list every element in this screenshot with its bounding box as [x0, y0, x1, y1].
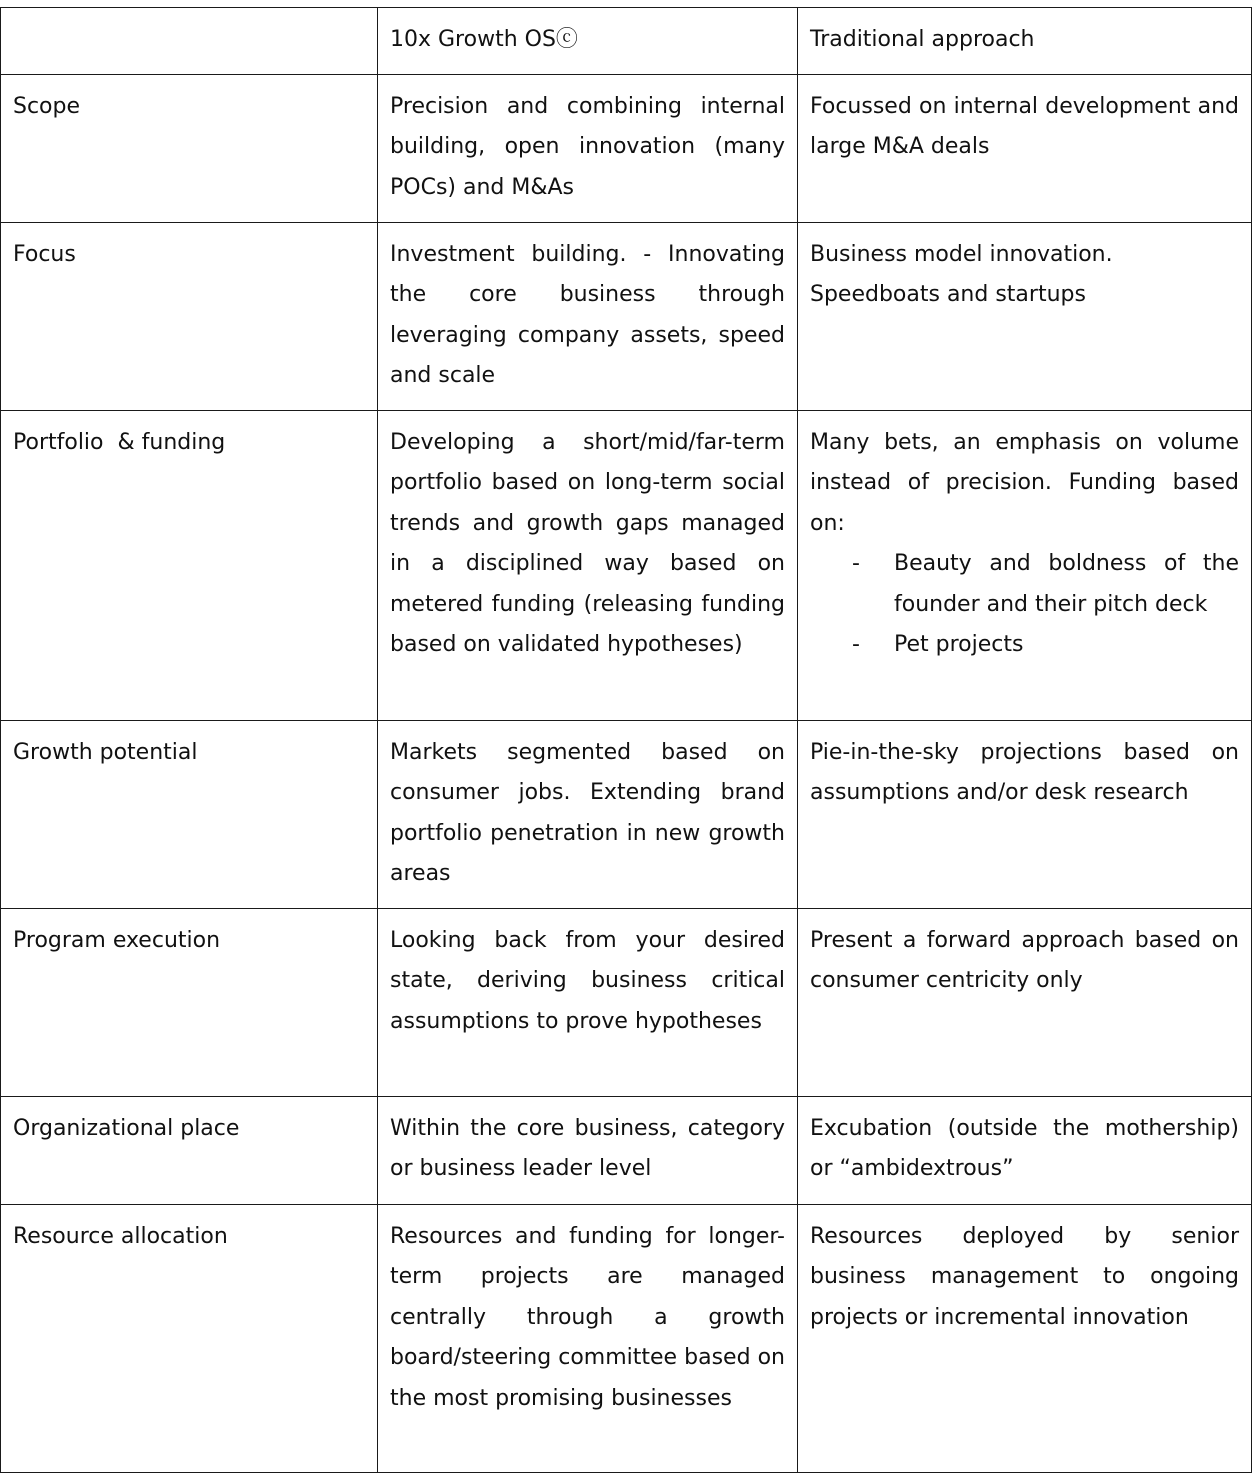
bullet-dash: -	[852, 551, 860, 577]
bullet-text: Beauty and boldness of the founder and their pitch deck	[894, 551, 1239, 617]
table-row	[1, 909, 1252, 1097]
traditional-intro: Many bets, an emphasis on volume instead of precision. Funding based on:	[810, 430, 1239, 536]
traditional-cell: Resources deployed by senior business management to ongoing projects or incremental innovation	[798, 1205, 1252, 1473]
table-row	[1, 721, 1252, 909]
row-label-growth-potential: Growth potential	[1, 721, 378, 909]
row-label-focus: Focus	[1, 223, 378, 411]
table-row	[1, 223, 1252, 411]
header-traditional: Traditional approach	[798, 8, 1252, 75]
growth-os-cell: Investment building. - Innovating the core business through leveraging company assets, speed and scale	[378, 223, 798, 411]
header-empty-cell	[1, 8, 378, 75]
bullet-text: Pet projects	[894, 632, 1024, 658]
traditional-bullet-list	[810, 544, 1239, 665]
traditional-cell: Focussed on internal development and large M&A deals	[798, 75, 1252, 223]
growth-os-cell: Looking back from your desired state, deriving business critical assumptions to prove hypotheses	[378, 909, 798, 1097]
row-label-portfolio-funding: Portfolio & funding	[1, 411, 378, 721]
table-row	[1, 1097, 1252, 1205]
growth-os-cell: Developing a short/mid/far-term portfolio based on long-term social trends and growth gaps managed in a disciplined way based on metered funding (releasing funding based on validated hypotheses)	[378, 411, 798, 721]
list-item	[810, 625, 1239, 665]
table-row	[1, 411, 1252, 721]
row-label-organizational-place: Organizational place	[1, 1097, 378, 1205]
traditional-cell: Business model innovation. Speedboats and startups	[798, 223, 1252, 411]
row-label-scope: Scope	[1, 75, 378, 223]
header-row	[1, 8, 1252, 75]
growth-os-cell: Resources and funding for longer-term projects are managed centrally through a growth board/steering committee based on the most promising businesses	[378, 1205, 798, 1473]
row-label-program-execution: Program execution	[1, 909, 378, 1097]
traditional-cell	[798, 411, 1252, 721]
comparison-table	[0, 7, 1252, 1473]
table-row	[1, 75, 1252, 223]
traditional-cell: Excubation (outside the mothership) or “ambidextrous”	[798, 1097, 1252, 1205]
list-item	[810, 544, 1239, 625]
growth-os-cell: Markets segmented based on consumer jobs. Extending brand portfolio penetration in new growth areas	[378, 721, 798, 909]
row-label-resource-allocation: Resource allocation	[1, 1205, 378, 1473]
traditional-cell: Pie-in-the-sky projections based on assumptions and/or desk research	[798, 721, 1252, 909]
header-growth-os: 10x Growth OSⓒ	[378, 8, 798, 75]
traditional-cell: Present a forward approach based on consumer centricity only	[798, 909, 1252, 1097]
growth-os-cell: Within the core business, category or business leader level	[378, 1097, 798, 1205]
table-row	[1, 1205, 1252, 1473]
growth-os-cell: Precision and combining internal building, open innovation (many POCs) and M&As	[378, 75, 798, 223]
bullet-dash: -	[852, 632, 860, 658]
